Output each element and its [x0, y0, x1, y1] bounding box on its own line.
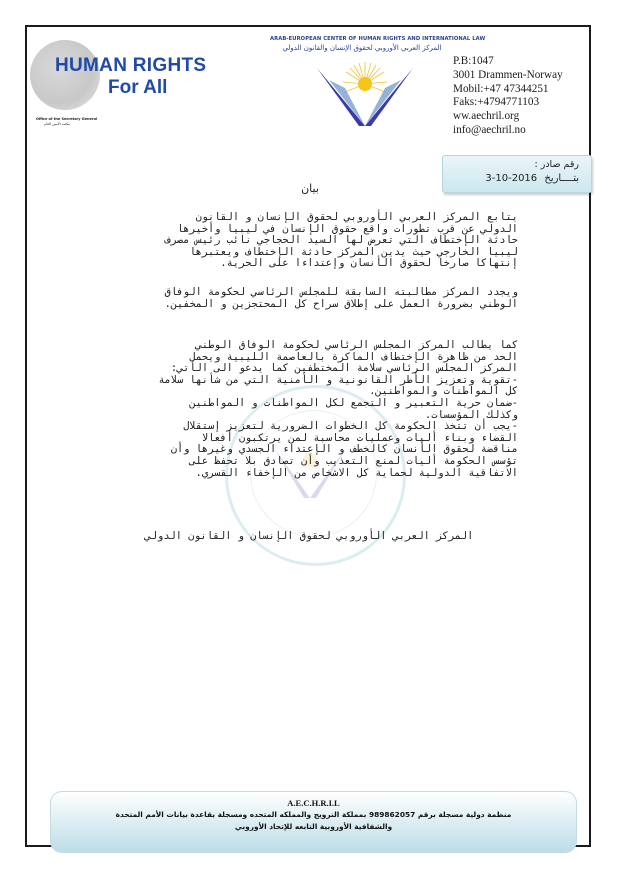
org-name-ar: المركز العربي الأوروبي لحقوق الإنسان والقانون الدولي: [282, 44, 442, 52]
text-line: كما يطالب المركز المجلس الرئاسي لحكومة الوفاق الوطني: [195, 339, 518, 351]
po-box: P.B:1047: [453, 55, 494, 67]
text-line: إنتهاكا صارخا لحقوق الأنسان وإعتداءا على الحرية.: [220, 257, 518, 270]
org-name-en: ARAB-EUROPEAN CENTER OF HUMAN RIGHTS AND INTERNATIONAL LAW: [270, 36, 486, 42]
text-line: المركز المجلس الرئاسي سلامة المختطفين كما يدعو الى الأتي:: [170, 362, 518, 375]
footer-box: [50, 791, 577, 853]
text-line: تؤسس الحكومة أليات لمنع التعذيب وأن تصادق بلا تحفظ على: [189, 454, 518, 467]
date-label: بتــــاريخ: [544, 173, 579, 184]
contact-block: [453, 55, 563, 138]
text-line: الوطني بضرورة العمل على إطلاق سراح كل المحتجزين و المخفين.: [164, 297, 518, 310]
date-value: 3-10-2016: [485, 173, 538, 184]
text-line: القضاء وبناء أليات وعمليات محاسبة لمن يرتكبون أفعالا: [201, 431, 518, 444]
text-line: كل المواطنات والمواطنين.: [369, 385, 518, 398]
text-line: الدولي عن قرب تطورات واقع حقوق الإنسان في ليبيا وأخيرها: [177, 222, 518, 235]
text-line: مناقضة لحقوق الأنسان كالخطف و الإعتداء الجسدي وغيرها وأن: [170, 443, 518, 456]
paragraph-2: [100, 287, 518, 310]
fax: Faks:+4794771103: [453, 96, 540, 109]
footer-registration: منظمة دولية مسجلة برقم 989862057 بمملكة النرويج والمملكه المتحده ومسجلة بقاعدة بيانات الأمم المتحدة: [115, 810, 512, 819]
text-line: -يجب أن تتخذ الحكومة كل الخطوات الضرورية لتعزيز إستقلال: [183, 420, 518, 433]
reference-date: [485, 173, 579, 184]
logo-title: HUMAN RIGHTS: [55, 55, 207, 76]
paragraph-3: [100, 340, 518, 479]
signature: المركز العربي الأوروبي لحقوق الإنسان و القانون الدولي: [144, 530, 474, 542]
text-line: ويجدد المركز مطالبته السابقة للمجلس الرئاسي لحكومة الوفاق: [164, 286, 518, 298]
sun-wings-emblem-icon: [315, 60, 415, 130]
logo-subtitle: For All: [108, 77, 168, 98]
text-line: الحد من ظاهرة الإختطاف الماكرة بالعاصمة الليبية ويحمل: [189, 350, 518, 363]
text-line: يتابع المركز العربي الأوروبي لحقوق الإنسان و القانون: [195, 211, 518, 223]
text-line: الاتفاقية الدولية لحماية كل الاشخاص من الإخفاء القسري.: [195, 466, 518, 479]
document-title: بيان: [301, 182, 319, 195]
paragraph-1: [100, 212, 518, 270]
office-label-ar: مكتب الأمين العام: [44, 122, 71, 126]
text-line: -ضمان حرية التعبير و التجمع لكل المواطنات و المواطنين: [189, 396, 518, 409]
website-link[interactable]: ww.aechril.org: [453, 110, 520, 123]
reference-number-label: رقم صادر :: [534, 159, 579, 170]
address: 3001 Drammen-Norway: [453, 68, 563, 81]
mobile: Mobil:+47 47344251: [453, 82, 549, 95]
footer-transparency: والشفافية الأوروبية التابعه للإتحاد الأوروبي: [234, 822, 393, 831]
text-line: ليبيا الخارجي حيث يدين المركز حادثة الإختطاف ويعتبرها: [189, 245, 518, 258]
text-line: -تقوية وتعزيز الأطر القانونية و الأمنية التي من شأنها سلامة: [158, 373, 518, 386]
reference-box: [442, 155, 592, 193]
office-label-en: Office of the Secretary General: [36, 117, 98, 121]
footer-title: A.E.C.H.R.I.L: [287, 798, 340, 808]
email-link[interactable]: info@aechril.no: [453, 123, 526, 136]
text-line: وكذلك المؤسسات.: [425, 408, 518, 421]
text-line: حادثة الإختطاف التي تعرض لها السيد الحجاجي نائب رئيس مصرف: [164, 234, 518, 247]
